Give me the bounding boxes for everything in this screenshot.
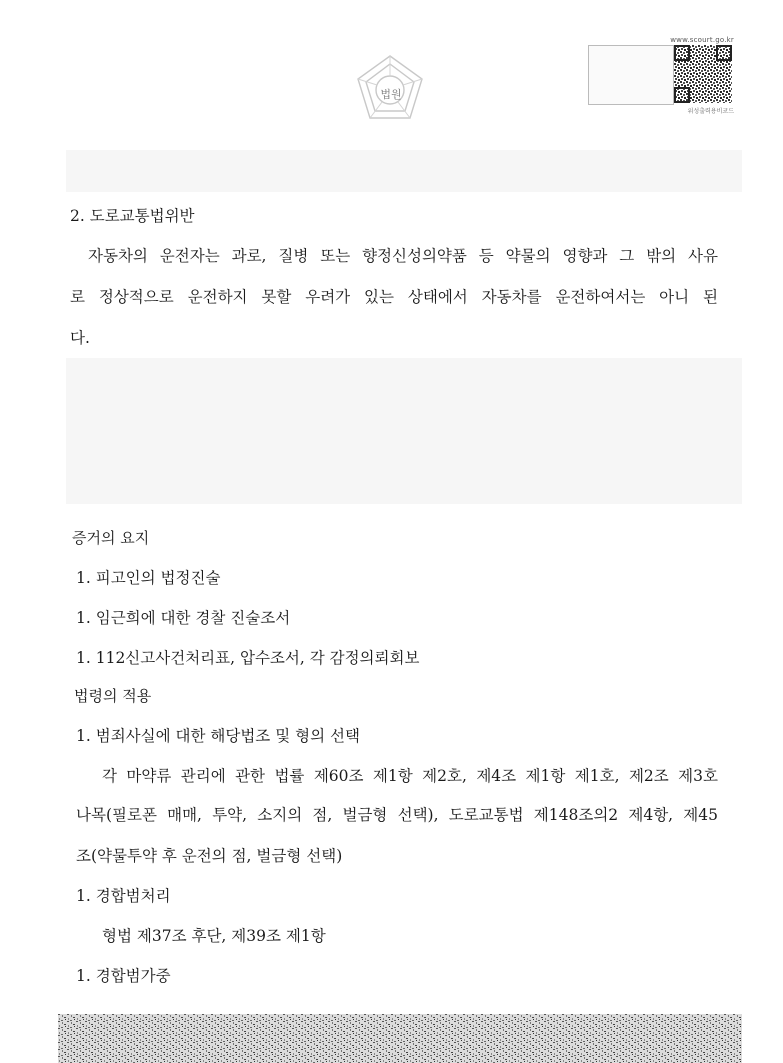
scan-noise-band [58, 1014, 742, 1063]
redacted-region-middle [66, 358, 742, 504]
crime2-body-line3: 다. [70, 329, 90, 347]
seal-text: 법원 [380, 88, 402, 101]
barcode-caption: 위성출력용비코드 [687, 108, 734, 115]
law-item2-title: 1. 경합범처리 [76, 887, 171, 905]
barcode-area [588, 36, 734, 114]
qr-code-icon [674, 45, 732, 103]
law-item1-title: 1. 범죄사실에 대한 해당법조 및 형의 선택 [76, 727, 360, 745]
law-heading: 법령의 적용 [74, 687, 152, 705]
evidence-heading: 증거의 요지 [72, 529, 150, 547]
law-item1-line1: 각 마약류 관리에 관한 법률 제60조 제1항 제2호, 제4조 제1항 제1호, 제2조 제3호 [102, 767, 718, 785]
evidence-item-1: 1. 피고인의 법정진술 [76, 569, 221, 587]
site-url: www.scourt.go.kr [670, 36, 734, 44]
law-item2-body: 형법 제37조 후단, 제39조 제1항 [102, 927, 326, 945]
barcode-box [588, 45, 674, 105]
redacted-region-top [66, 150, 742, 192]
crime2-body-line2: 로 정상적으로 운전하지 못할 우려가 있는 상태에서 자동차를 운전하여서는 아니 된 [70, 288, 718, 306]
law-item1-line3: 조(약물투약 후 운전의 점, 벌금형 선택) [76, 847, 343, 865]
law-item3-title: 1. 경합범가중 [76, 967, 171, 985]
evidence-item-2: 1. 임근희에 대한 경찰 진술조서 [76, 609, 291, 627]
evidence-item-3: 1. 112신고사건처리표, 압수조서, 각 감정의뢰회보 [76, 649, 420, 667]
crime2-title: 2. 도로교통법위반 [70, 207, 195, 225]
crime2-body-line1: 자동차의 운전자는 과로, 질병 또는 향정신성의약품 등 약물의 영향과 그 밖의 사유 [88, 247, 718, 265]
law-item1-line2: 나목(필로폰 매매, 투약, 소지의 점, 벌금형 선택), 도로교통법 제148조의2 제4항, 제45 [76, 806, 718, 824]
